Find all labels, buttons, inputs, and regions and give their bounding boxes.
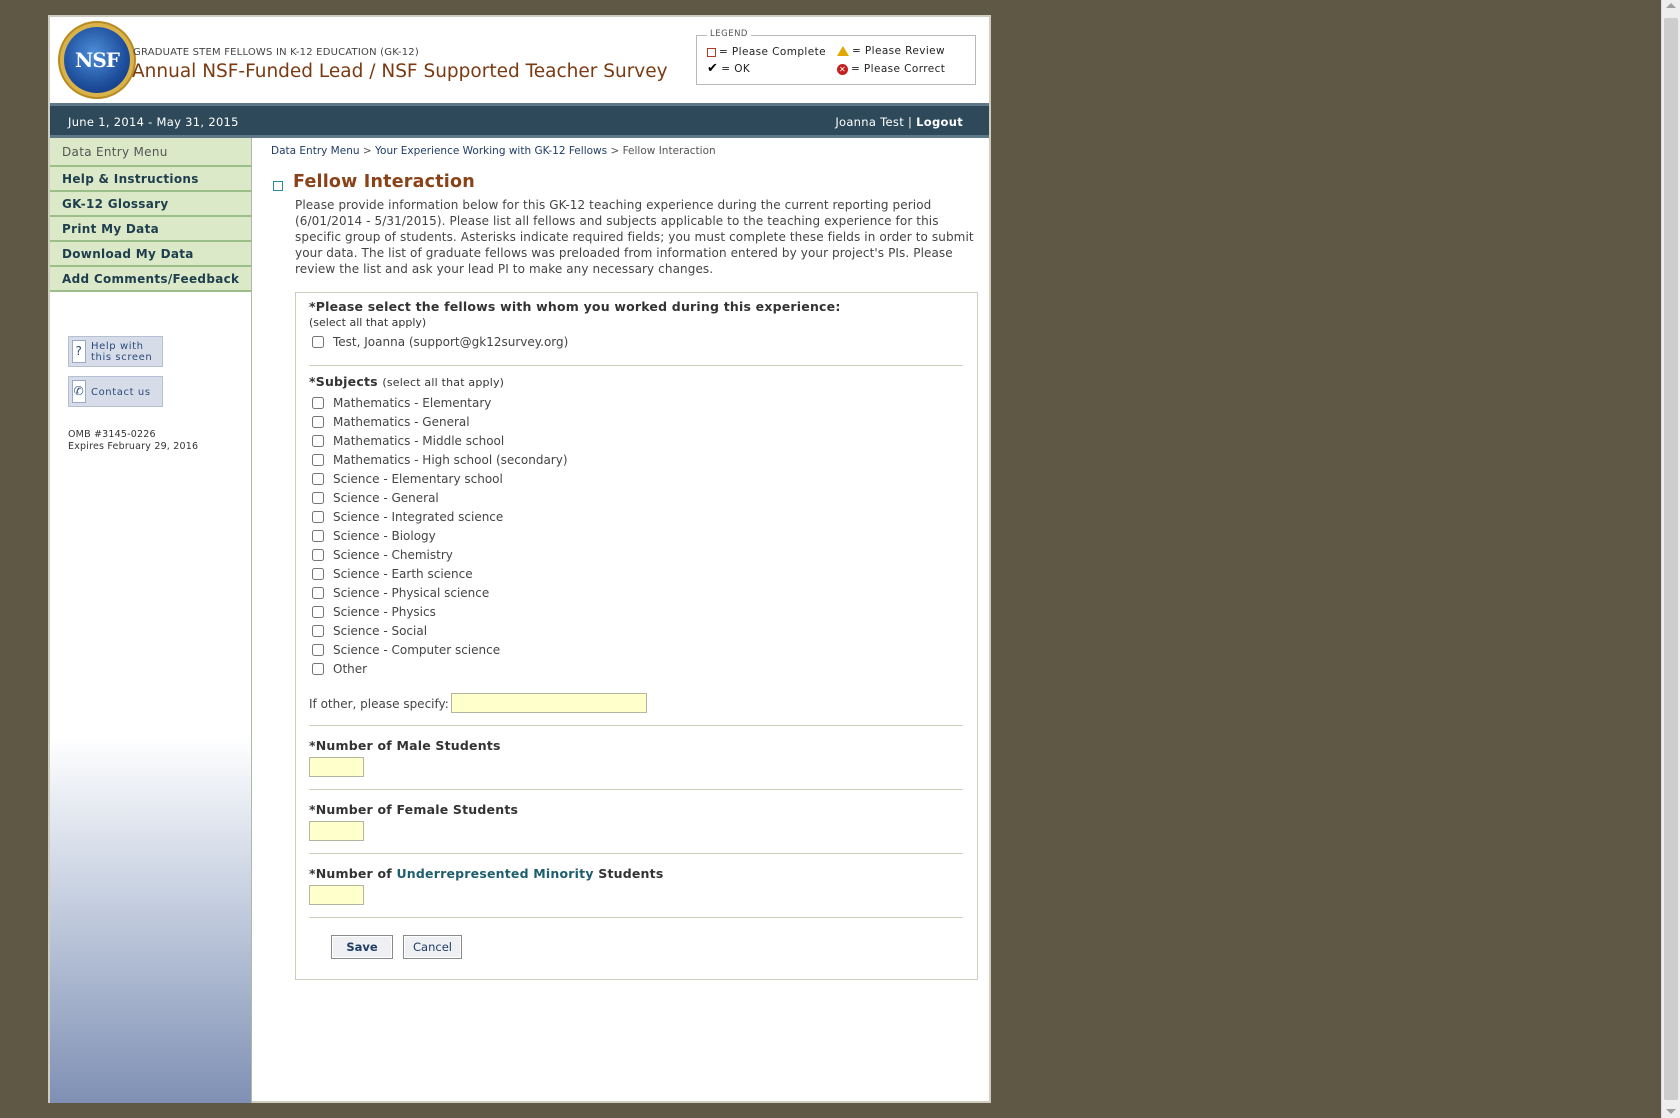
minority-students-label [309, 866, 663, 881]
subject-checkbox[interactable] [312, 625, 324, 637]
subject-option-label: Mathematics - Middle school [333, 434, 505, 448]
subject-checkbox[interactable] [312, 568, 324, 580]
help-with-screen-button[interactable] [68, 336, 163, 367]
program-title: GRADUATE STEM FELLOWS IN K-12 EDUCATION (GK-12) [133, 47, 419, 58]
subject-option-label: Mathematics - General [333, 415, 470, 429]
subject-option-label: Science - Elementary school [333, 472, 503, 486]
subject-option[interactable] [312, 586, 489, 600]
user-name: Joanna Test [835, 115, 905, 129]
subject-checkbox[interactable] [312, 587, 324, 599]
minority-prefix: *Number of [309, 866, 392, 881]
breadcrumb-data-entry-menu[interactable]: Data Entry Menu [271, 145, 360, 157]
sidebar [50, 138, 252, 1103]
empty-box-icon [707, 48, 716, 57]
subject-option-label: Science - Chemistry [333, 548, 453, 562]
subject-option[interactable] [312, 434, 504, 448]
subject-checkbox[interactable] [312, 644, 324, 656]
minority-suffix: Students [598, 866, 664, 881]
header [50, 17, 989, 103]
survey-title: Annual NSF-Funded Lead / NSF Supported Teacher Survey [132, 61, 668, 82]
fellows-question-label: *Please select the fellows with whom you worked during this experience: [309, 299, 841, 314]
female-students-label: *Number of Female Students [309, 802, 519, 817]
subject-checkbox[interactable] [312, 530, 324, 542]
subject-option-label: Science - Biology [333, 529, 436, 543]
user-divider: | [907, 115, 913, 129]
sidebar-item-comments-feedback[interactable]: Add Comments/Feedback [50, 267, 251, 292]
subjects-question-label [309, 374, 504, 389]
underrepresented-minority-link[interactable]: Underrepresented Minority [396, 866, 594, 881]
subject-option[interactable] [312, 567, 473, 581]
sidebar-item-print-data[interactable]: Print My Data [50, 217, 251, 242]
fellows-note: (select all that apply) [309, 316, 427, 329]
subjects-label: *Subjects [309, 374, 378, 389]
subject-option-label: Science - Physical science [333, 586, 490, 600]
fellow-option[interactable] [312, 335, 568, 349]
divider [309, 853, 963, 854]
divider [309, 917, 963, 918]
omb-number: OMB #3145-0226 [68, 429, 156, 440]
contact-us-label: Contact us [91, 387, 151, 398]
error-icon: ✕ [838, 64, 847, 74]
main-content [252, 138, 989, 1103]
legend-please-correct [837, 63, 945, 75]
logout-link[interactable]: Logout [916, 115, 963, 129]
divider [309, 725, 963, 726]
subject-option[interactable] [312, 472, 503, 486]
subject-checkbox[interactable] [312, 492, 324, 504]
subject-option-label: Science - Computer science [333, 643, 501, 657]
sidebar-item-download-data[interactable]: Download My Data [50, 242, 251, 267]
phone-icon: ✆ [72, 380, 86, 403]
subject-option-label: Other [333, 662, 368, 676]
subject-checkbox[interactable] [312, 606, 324, 618]
subject-checkbox[interactable] [312, 397, 324, 409]
scroll-up-arrow-icon[interactable] [1666, 3, 1676, 8]
save-button[interactable]: Save [331, 935, 393, 959]
intro-text: Please provide information below for this GK-12 teaching experience during the current reporting period (6/01/2014 - 5/31/2015). Please list all fellows and subjects applicable to the teaching experience for this specific group of students. Asterisks indicate required fields; you must complete these fields in order to submit your data. The list of graduate fellows was preloaded from information entered by your project's PIs. Please review the list and ask your lead PI to make any necessary changes. [295, 198, 974, 276]
subject-option-label: Science - Integrated science [333, 510, 504, 524]
female-students-input[interactable] [309, 821, 364, 841]
sidebar-item-help-instructions[interactable]: Help & Instructions [50, 167, 251, 192]
subject-checkbox[interactable] [312, 511, 324, 523]
subject-checkbox[interactable] [312, 473, 324, 485]
breadcrumb-separator: > [362, 145, 372, 157]
breadcrumb [271, 145, 716, 157]
help-line-2: this screen [91, 352, 153, 363]
male-students-input[interactable] [309, 757, 364, 777]
subject-option-label: Science - Social [333, 624, 428, 638]
legend-ok [707, 63, 750, 75]
sidebar-item-glossary[interactable]: GK-12 Glossary [50, 192, 251, 217]
breadcrumb-current: Fellow Interaction [622, 145, 716, 157]
section-status-icon [273, 181, 283, 191]
vertical-scrollbar[interactable] [1661, 0, 1680, 1118]
scroll-thumb[interactable] [1664, 18, 1678, 1100]
breadcrumb-experience[interactable]: Your Experience Working with GK-12 Fellows [375, 145, 608, 157]
fellow-checkbox[interactable] [312, 336, 324, 348]
subject-option[interactable] [312, 415, 470, 429]
other-specify-label: If other, please specify: [309, 697, 449, 711]
minority-students-input[interactable] [309, 885, 364, 905]
legend-please-complete-label: = Please Complete [719, 46, 826, 58]
reporting-period: June 1, 2014 - May 31, 2015 [68, 115, 239, 129]
legend-please-review [837, 45, 945, 57]
male-students-label: *Number of Male Students [309, 738, 501, 753]
warning-icon [837, 46, 849, 56]
subject-option-label: Science - Earth science [333, 567, 473, 581]
help-button-label [91, 341, 152, 363]
top-bar [50, 103, 989, 138]
help-line-1: Help with [91, 341, 144, 352]
question-icon: ? [72, 340, 86, 363]
sidebar-item-data-entry-menu[interactable]: Data Entry Menu [50, 138, 251, 167]
omb-info [68, 429, 198, 453]
subject-option-label: Science - General [333, 491, 439, 505]
subject-checkbox[interactable] [312, 416, 324, 428]
fellow-interaction-form [295, 292, 978, 980]
legend-title: LEGEND [707, 29, 751, 39]
legend-please-review-label: = Please Review [852, 45, 946, 57]
legend-please-complete [707, 46, 826, 58]
subject-option[interactable] [312, 491, 439, 505]
subject-option[interactable] [312, 453, 568, 467]
subject-option[interactable] [312, 548, 453, 562]
legend [696, 29, 976, 85]
subject-option[interactable] [312, 605, 436, 619]
subject-option[interactable] [312, 529, 436, 543]
subject-checkbox[interactable] [312, 549, 324, 561]
divider [309, 365, 963, 366]
subject-option[interactable] [312, 510, 503, 524]
breadcrumb-separator: > [610, 145, 620, 157]
fellow-option-label: Test, Joanna (support@gk12survey.org) [333, 335, 569, 349]
subject-checkbox[interactable] [312, 454, 324, 466]
subject-option[interactable] [312, 624, 427, 638]
contact-us-button[interactable] [68, 376, 163, 407]
other-specify-input[interactable] [451, 693, 647, 713]
page-container [48, 15, 991, 1103]
cancel-button[interactable]: Cancel [403, 935, 462, 959]
subject-option[interactable] [312, 396, 491, 410]
checkmark-icon: ✔ [707, 61, 719, 76]
subject-option-label: Mathematics - Elementary [333, 396, 492, 410]
subject-option[interactable] [312, 643, 500, 657]
user-box [835, 115, 963, 129]
legend-ok-label: = OK [721, 63, 751, 75]
page-title: Fellow Interaction [293, 172, 475, 192]
subject-checkbox[interactable] [312, 435, 324, 447]
nsf-logo: NSF [64, 27, 130, 93]
omb-expiry: Expires February 29, 2016 [68, 441, 199, 452]
scroll-down-arrow-icon[interactable] [1666, 1109, 1676, 1114]
subject-checkbox[interactable] [312, 663, 324, 675]
subject-option-label: Science - Physics [333, 605, 436, 619]
divider [309, 789, 963, 790]
subjects-note: (select all that apply) [382, 376, 505, 389]
subject-option[interactable] [312, 662, 367, 676]
subject-option-label: Mathematics - High school (secondary) [333, 453, 568, 467]
legend-please-correct-label: = Please Correct [851, 63, 946, 75]
